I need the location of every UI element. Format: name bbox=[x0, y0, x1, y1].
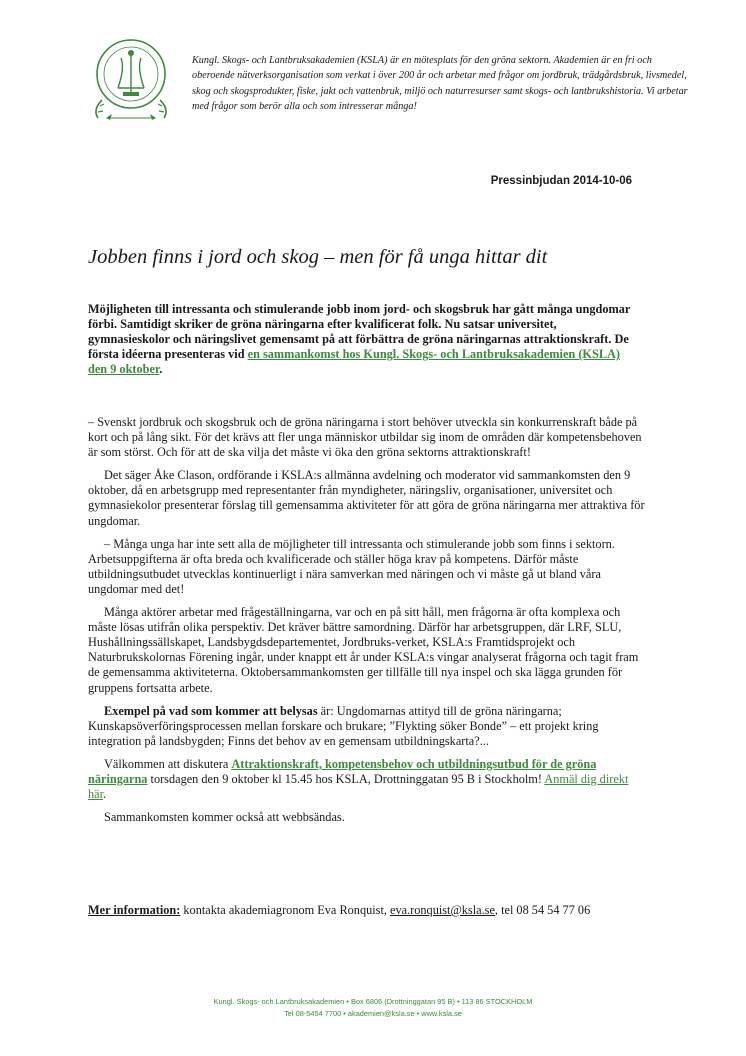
more-info-label: Mer information: bbox=[88, 903, 181, 917]
footer bbox=[0, 996, 746, 1019]
lead-text: Möjligheten till intressanta och stimulerande jobb inom jord- och skogsbruk har gått många ungdomar förbi. Samtidigt skriker de gröna näringarna efter kvalificerat folk. Nu satsar universitet, gymnasieskolor och näringslivet gemensamt på att förbättra de gröna näringarnas attraktionskraft. De första idéerna presenteras vid bbox=[88, 302, 631, 362]
event-details: torsdagen den 9 oktober kl 15.45 hos KSLA, Drottninggatan 95 B i Stockholm! bbox=[147, 771, 545, 786]
examples-heading: Exempel på vad som kommer att belysas bbox=[104, 703, 318, 718]
paragraph-7: Sammankomsten kommer också att webbsändas. bbox=[104, 810, 345, 825]
register-link[interactable]: Anmäl dig direkt här bbox=[88, 771, 629, 802]
lead-paragraph bbox=[88, 302, 636, 377]
event-link[interactable]: en sammankomst hos Kungl. Skogs- och Lantbruksakademien (KSLA) den 9 oktober bbox=[88, 347, 621, 377]
footer-contact: Tel 08-5454 7700 • akademien@ksla.se • www.ksla.se bbox=[284, 1008, 462, 1018]
contact-email-link[interactable]: eva.ronquist@ksla.se bbox=[390, 903, 495, 917]
welcome-text: Välkommen att diskutera bbox=[104, 756, 232, 771]
paragraph-2: Det säger Åke Clason, ordförande i KSLA:s allmänna avdelning och moderator vid sammankomsten den 9 oktober, då en arbetsgrupp med representanter från myndigheter, näringsliv, organisationer, universitet och gymnasiekolor presenterar förslag till gemensamma aktiviteter för att göra de gröna näringarna mer attraktiva för ungdomar. bbox=[88, 468, 645, 528]
examples-text: är: Ungdomarnas attityd till de gröna näringarna; Kunskapsöverföringsprocessen mellan forskare och brukare; ”Flykting söker Bonde” – ett projekt kring integration på landsbygden; Finns det behov av en gemensam utbildningskarta?... bbox=[88, 703, 599, 748]
paragraph-3: – Många unga har inte sett alla de möjligheter till intressanta och stimulerande jobb som finns i sektorn. Arbetsuppgifterna är ofta breda och kvalificerade och ställer höga krav på kompetens. Därför måste utbildningsutbudet utvecklas kontinuerligt i nära samverkan med näringen och vi måste gå ut bland våra ungdomar med det! bbox=[88, 536, 615, 596]
ksla-seal-icon bbox=[88, 36, 174, 124]
paragraph-1: – Svenskt jordbruk och skogsbruk och de gröna näringarna i stort behöver utveckla sin konkurrenskraft både på kort och på lång sikt. För det krävs att fler unga människor utbildar sig inom de områden där kompetensbehoven är som störst. Och för att de ska vilja det måste vi öka den gröna sektorns attraktionskraft! bbox=[88, 415, 642, 460]
more-info-text: kontakta akademiagronom Eva Ronquist, bbox=[180, 903, 391, 917]
intro-text: Kungl. Skogs- och Lantbruksakademien (KSLA) är en mötesplats för den gröna sektorn. Akademien är en fri och oberoende nätverksorganisation som verkat i över 200 år och arbetar med frågor om jordbruk, trädgårdsbruk, livsmedel, skog och skogsprodukter, fiske, jakt och vattenbruk, miljö och naturresurser samt skogs- och lantbrukshistoria. Vi arbetar med frågor som berör alla och som intresserar många! bbox=[192, 55, 688, 113]
paragraph-4: Många aktörer arbetar med frågeställningarna, var och en på sitt håll, men frågorna är ofta komplexa och måste lösas utifrån olika perspektiv. Det kräver bättre samordning. Därför har arbetsgruppen, där LRF, SLU, Hushållningssällskapet, Landsbygdsdepartementet, Jordbruks-verket, KSLA:s Framtidsprojekt och Naturbrukskolornas Förening ingår, under knappt ett år under KSLA:s vingar analyserat frågorna och tagit fram de gemensamma aktiviteterna. Oktobersammankomsten ger tillfälle till nya inspel och ska lägga grunden för gruppens fortsatta arbete. bbox=[88, 605, 639, 695]
paragraph-6 bbox=[88, 757, 648, 802]
page-title: Jobben finns i jord och skog – men för få unga hittar dit bbox=[88, 246, 548, 268]
footer-address: Kungl. Skogs- och Lantbruksakademien • Box 6806 (Drottninggatan 95 B) • 113 86 STOCKHOLM bbox=[213, 997, 533, 1006]
lead-end: . bbox=[159, 362, 163, 377]
body-text bbox=[88, 415, 648, 833]
more-info bbox=[88, 903, 668, 918]
contact-phone: , tel 08 54 54 77 06 bbox=[494, 903, 591, 917]
register-end: . bbox=[103, 787, 107, 802]
paragraph-5 bbox=[88, 704, 648, 749]
topic-link[interactable]: Attraktionskraft, kompetensbehov och utbildningsutbud för de gröna näringarna bbox=[88, 756, 597, 786]
press-label: Pressinbjudan 2014-10-06 bbox=[490, 175, 632, 187]
